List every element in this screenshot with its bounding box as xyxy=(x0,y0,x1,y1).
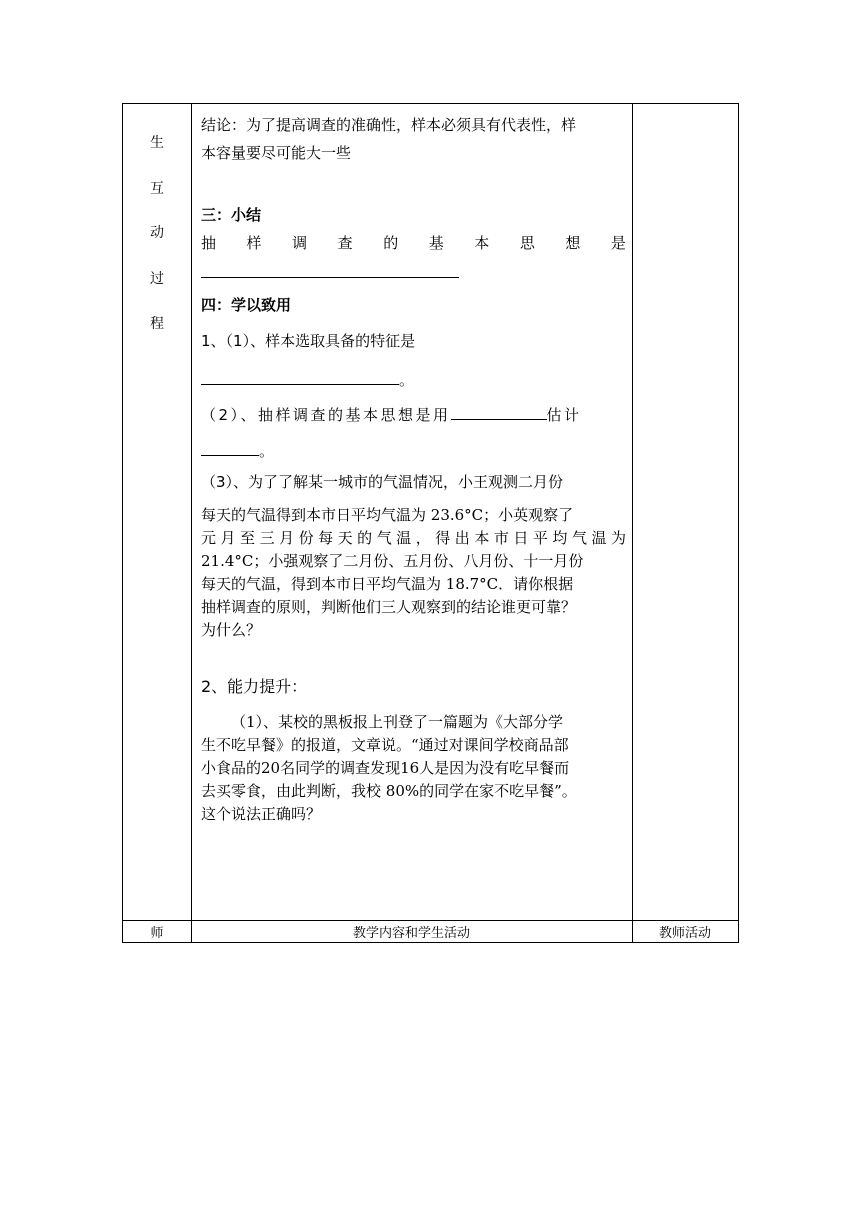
conclusion-line: 本容量要尽可能大一些 xyxy=(201,144,352,162)
question-1-3: （3）、为了了解某一城市的气温情况，小王观测二月份 每天的气温得到本市日平均气温为 23.6°C；小英观察了 元月至三月份每天的气温，得出本市日平均气温为 21.4°C；小强观察了二月份、五月份、八月份、十一月份 每天的气温，得到本市日平均气温为 18.7°C．请你根据 抽样调查的原则，判断他们三人观察到的结论谁更可靠？ 为什么？ xyxy=(201,473,626,639)
question-1-2-blank-a[interactable] xyxy=(451,405,547,420)
ability-question-1: （1）、某校的黑板报上刊登了一篇题为《大部分学 生不吃早餐》的报道，文章说。“通过对课间学校商品部 小食品的20名同学的调查发现16人是因为没有吃早餐而 去买零食，由此判断，我校 80%的同学在家不吃早餐”。 这个说法正确吗？ xyxy=(201,713,577,823)
lesson-table xyxy=(122,103,739,943)
side-label-char: 过 xyxy=(150,271,164,287)
section-heading-ability: 2、能力提升： xyxy=(201,677,308,696)
question-1-2: （2）、抽样调查的基本思想是用 估计 xyxy=(201,406,582,424)
question-1-1-blank[interactable]: 。 xyxy=(201,369,626,392)
footer-label-teacher-activity: 教师活动 xyxy=(658,926,711,941)
side-label-char: 生 xyxy=(150,135,164,151)
summary-question: 抽 样 调 查 的 基 本 思 想 是 xyxy=(201,234,626,252)
footer-label-content: 教学内容和学生活动 xyxy=(352,926,470,941)
summary-answer-blank[interactable] xyxy=(201,262,626,285)
section-heading-application: 四：学以致用 xyxy=(201,296,292,314)
side-label-char: 互 xyxy=(150,181,164,197)
conclusion-line: 结论：为了提高调查的准确性，样本必须具有代表性，样 xyxy=(201,116,577,134)
side-label-char: 程 xyxy=(150,316,164,332)
question-1-2-blank-b[interactable]: 。 xyxy=(201,440,626,463)
question-1-1: 1、（1）、样本选取具备的特征是 xyxy=(201,332,416,350)
footer-label-teacher: 师 xyxy=(150,926,164,941)
side-label-char: 动 xyxy=(150,225,164,241)
section-heading-summary: 三：小结 xyxy=(201,206,262,224)
column-divider-right xyxy=(632,104,633,942)
column-divider-left xyxy=(191,104,192,942)
conclusion-text xyxy=(201,114,626,165)
footer-row-divider xyxy=(123,920,738,921)
